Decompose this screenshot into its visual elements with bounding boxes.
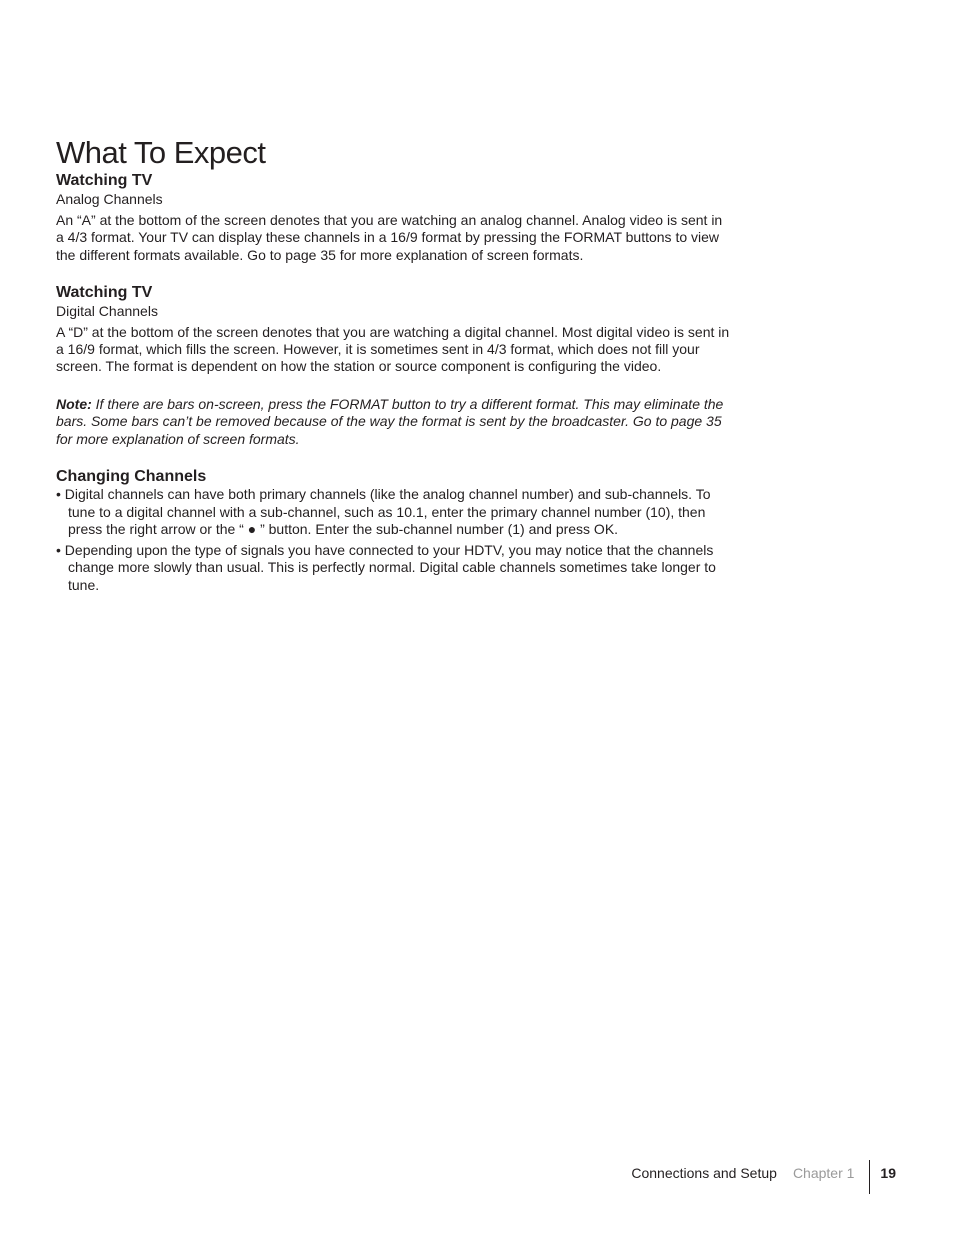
section-heading: Watching TV	[56, 172, 153, 189]
section-heading: Watching TV	[56, 283, 153, 301]
section-changing-channels	[56, 468, 732, 594]
page-footer	[631, 1160, 896, 1194]
section-body: A “D” at the bottom of the screen denotes that you are watching a digital channel. Most digital video is sent in a 16/9 format, which fills the screen. However, it is sometimes sent in 4/3 format, which does not fill your screen. The format is dependent on how the station or source component is configuring the video.	[56, 323, 730, 375]
footer-section-title: Connections and Setup	[631, 1165, 777, 1181]
footer-divider	[869, 1160, 870, 1194]
page-title: What To Expect	[56, 135, 266, 170]
section-subheading: Digital Channels	[56, 302, 158, 319]
page-number: 19	[880, 1165, 896, 1181]
list-item: • Digital channels can have both primary channels (like the analog channel number) and sub-channels. To tune to a digital channel with a sub-channel, such as 10.1, enter the primary channel number (10), then press the right arrow or the “ ● ” button. Enter the sub-channel number (1) and press OK.	[56, 486, 732, 538]
footer-chapter: Chapter 1	[792, 1165, 855, 1181]
list-item: • Depending upon the type of signals you have connected to your HDTV, you may notice that the channels change more slowly than usual. This is perfectly normal. Digital cable channels sometimes take longer to tune.	[56, 542, 732, 594]
section-digital	[56, 284, 732, 376]
bullet-list	[56, 486, 732, 594]
page-content	[56, 134, 732, 614]
section-heading: Changing Channels	[56, 468, 207, 486]
note-text: If there are bars on-screen, press the FORMAT button to try a different format. This may eliminate the bars. Some bars can’t be removed because of the way the format is sent by the broadcaster. Go to page 35 for more explanation of screen formats.	[56, 395, 724, 447]
note-paragraph	[56, 396, 732, 449]
section-subheading: Analog Channels	[56, 191, 163, 207]
section-body: An “A” at the bottom of the screen denotes that you are watching an analog channel. Analog video is sent in a 4/3 format. Your TV can display these channels in a 16/9 format by pressing the FORMAT buttons to view the different formats available. Go to page 35 for more explanation of screen formats.	[56, 212, 723, 263]
section-analog	[56, 172, 732, 264]
note-label: Note:	[56, 395, 92, 412]
